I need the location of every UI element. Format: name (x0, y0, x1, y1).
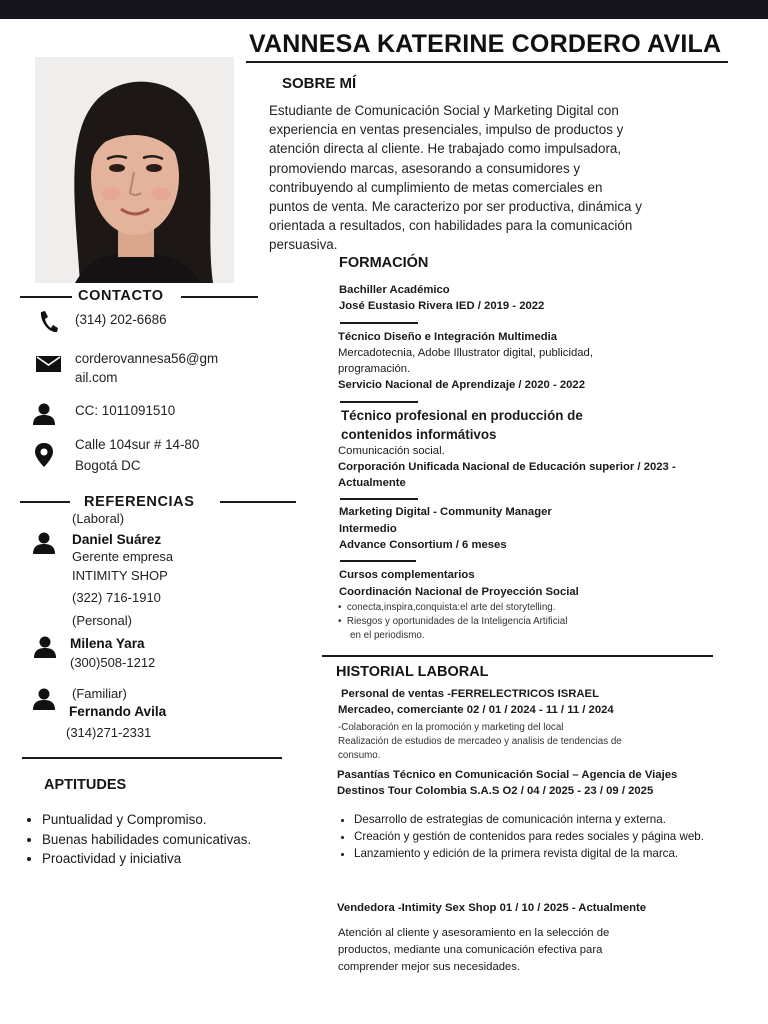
work-title: HISTORIAL LABORAL (336, 664, 489, 680)
edu-3-title-1: Técnico profesional en producción de (341, 408, 583, 423)
reference-familiar-name: Fernando Avila (69, 704, 167, 719)
job-2-sub: Destinos Tour Colombia S.A.S O2 / 04 / 2025 - 23 / 09 / 2025 (337, 785, 654, 797)
edu-2-desc-1: Mercadotecnia, Adobe Illustrator digital, publicidad, (338, 347, 593, 359)
reference-familiar-phone: (314)271-2331 (66, 725, 152, 740)
reference-familiar-person-icon (33, 688, 55, 710)
edu-2-desc-2: programación. (338, 363, 411, 375)
about-paragraph: Estudiante de Comunicación Social y Marketing Digital con experiencia en ventas presenciales, impulso de productos y atención directa al cliente. He trabajado como impulsadora, promoviendo marcas, asesorando a consumidores y contribuyendo al cumplimiento de metas comerciales en puntos de venta. Me caracterizo por ser productiva, dinámica y orientada a resultados, con habilidades para la comunicación persuasiva. (269, 103, 642, 253)
job-2-item: • Desarrollo de estrategias de comunicación interna y externa. (354, 812, 710, 829)
reference-personal-name: Milena Yara (70, 636, 145, 651)
references-rule-right (220, 501, 296, 503)
contact-email: corderovannesa56@gm ail.com (75, 351, 219, 386)
skills-title: APTITUDES (44, 777, 127, 793)
skill-item: • Puntualidad y Compromiso. (42, 810, 251, 830)
location-pin-icon (35, 443, 53, 467)
skill-item: • Buenas habilidades comunicativas. (42, 830, 251, 850)
profile-photo (35, 57, 234, 283)
job-2-item: • Lanzamiento y edición de la primera revista digital de la marca. (354, 846, 710, 863)
contact-rule-right (181, 296, 258, 298)
course-item: • conecta,inspira,conquista:el arte del storytelling. (338, 602, 556, 613)
email-icon (36, 355, 61, 373)
edu-2-detail: Servicio Nacional de Aprendizaje / 2020 - 2022 (338, 379, 585, 391)
edu-5-title: Cursos complementarios (339, 569, 475, 581)
references-rule-left (20, 501, 70, 503)
contact-title: CONTACTO (78, 288, 164, 304)
edu-3-detail-2: Actualmente (338, 477, 406, 489)
edu-3-desc: Comunicación social. (338, 445, 445, 457)
about-title: SOBRE MÍ (282, 75, 357, 92)
name-underline (246, 61, 728, 63)
work-top-rule (322, 655, 713, 657)
job-2-list (338, 812, 710, 862)
edu-separator (340, 401, 418, 403)
reference-laboral-person-icon (33, 532, 55, 554)
edu-1-detail: José Eustasio Rivera IED / 2019 - 2022 (339, 300, 545, 312)
job-1-sub: Mercadeo, comerciante 02 / 01 / 2024 - 11 / 11 / 2024 (338, 704, 614, 716)
contact-phone: (314) 202-6686 (75, 312, 167, 327)
education-title: FORMACIÓN (339, 255, 429, 271)
job-1-desc-1: -Colaboración en la promoción y marketing del local (338, 722, 564, 733)
contact-id: CC: 1011091510 (75, 403, 176, 418)
edu-4-detail: Advance Consortium / 6 meses (339, 539, 507, 551)
edu-1-title: Bachiller Académico (339, 284, 450, 296)
course-item: • Riesgos y oportunidades de la Inteligencia Artificial (338, 616, 568, 627)
job-2-item: • Creación y gestión de contenidos para redes sociales y página web. (354, 829, 710, 846)
job-1-desc-3: consumo. (338, 750, 381, 761)
edu-separator (340, 322, 418, 324)
id-person-icon (33, 403, 55, 425)
job-1-title: Personal de ventas -FERRELECTRICOS ISRAEL (341, 688, 599, 700)
job-1-desc-2: Realización de estudios de mercadeo y analisis de tendencias de (338, 736, 622, 747)
job-3-title: Vendedora -Intimity Sex Shop 01 / 10 / 2025 - Actualmente (337, 902, 647, 914)
reference-laboral-phone: (322) 716-1910 (72, 590, 161, 605)
reference-familiar-label: (Familiar) (72, 686, 127, 701)
top-bar-extension (233, 16, 768, 19)
edu-3-detail-1: Corporación Unificada Nacional de Educación superior / 2023 - (338, 461, 676, 473)
job-3-desc: Atención al cliente y asesoramiento en la selección de productos, mediante una comunicación efectiva para comprender mejor sus necesidades. (338, 927, 610, 973)
reference-personal-phone: (300)508-1212 (70, 655, 156, 670)
contact-address: Calle 104sur # 14-80 Bogotá DC (75, 437, 200, 473)
edu-separator (340, 498, 418, 500)
contact-rule-left (20, 296, 72, 298)
edu-5-org: Coordinación Nacional de Proyección Social (339, 586, 579, 598)
references-bottom-rule (22, 757, 282, 759)
reference-personal-person-icon (34, 636, 56, 658)
reference-personal-label: (Personal) (72, 613, 132, 628)
reference-laboral-role: Gerente empresa (72, 549, 174, 564)
edu-2-title: Técnico Diseño e Integración Multimedia (338, 331, 558, 343)
reference-laboral-label: (Laboral) (72, 511, 125, 526)
candidate-name: VANNESA KATERINE CORDERO AVILA (249, 30, 722, 58)
skills-list (26, 810, 251, 869)
job-2-title: Pasantías Técnico en Comunicación Social – Agencia de Viajes (337, 769, 678, 781)
edu-4-title: Marketing Digital - Community Manager (339, 506, 552, 518)
skill-item: • Proactividad y iniciativa (42, 849, 251, 869)
phone-icon (37, 310, 59, 334)
references-title: REFERENCIAS (84, 494, 195, 510)
edu-3-title-2: contenidos informátivos (341, 427, 497, 442)
edu-separator (340, 560, 416, 562)
edu-5-list: • conecta,inspira,conquista:el arte del storytelling. • Riesgos y oportunidades de la Inteligencia Artificial en el periodismo. (338, 602, 568, 641)
reference-laboral-company: INTIMITY SHOP (72, 568, 168, 583)
edu-4-level: Intermedio (339, 523, 397, 535)
reference-laboral-name: Daniel Suárez (72, 532, 162, 547)
